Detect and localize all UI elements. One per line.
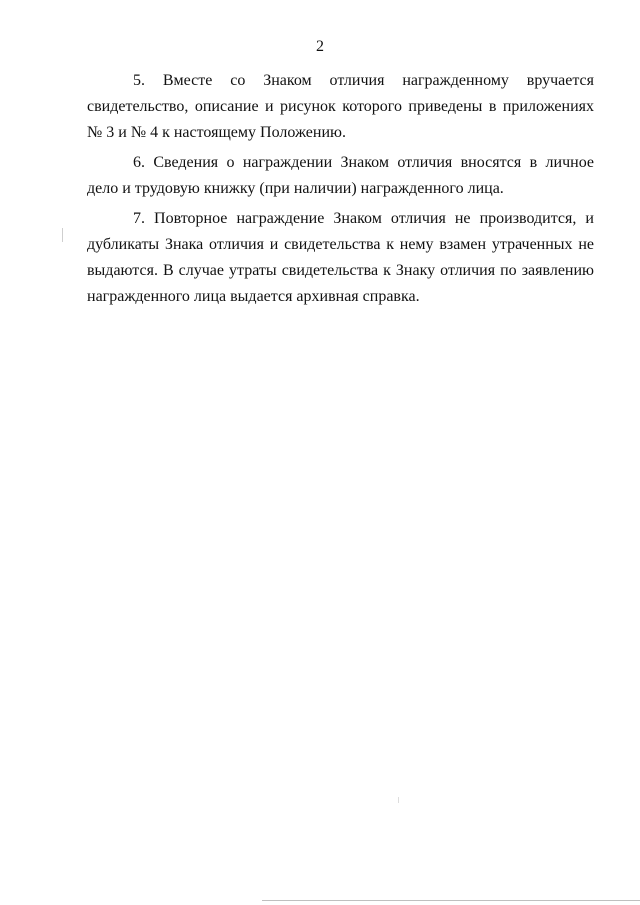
scan-artifact-left	[62, 228, 63, 242]
page-number: 2	[316, 38, 324, 55]
scan-bottom-edge	[262, 900, 640, 901]
paragraph-6: 6. Сведения о награждении Знаком отличия вносятся в личное дело и трудовую книжку (при наличии) награжденного лица.	[87, 154, 594, 197]
scan-artifact-dot	[398, 797, 399, 803]
paragraph-5: 5. Вместе со Знаком отличия награжденному вручается свидетельство, описание и рисунок которого приведены в приложениях № 3 и № 4 к настоящему Положению.	[87, 72, 594, 141]
document-body	[87, 68, 594, 314]
paragraph-7: 7. Повторное награждение Знаком отличия не производится, и дубликаты Знака отличия и свидетельства к нему взамен утраченных не выдаются. В случае утраты свидетельства к Знаку отличия по заявлению награжденного лица выдается архивная справка.	[87, 210, 594, 305]
